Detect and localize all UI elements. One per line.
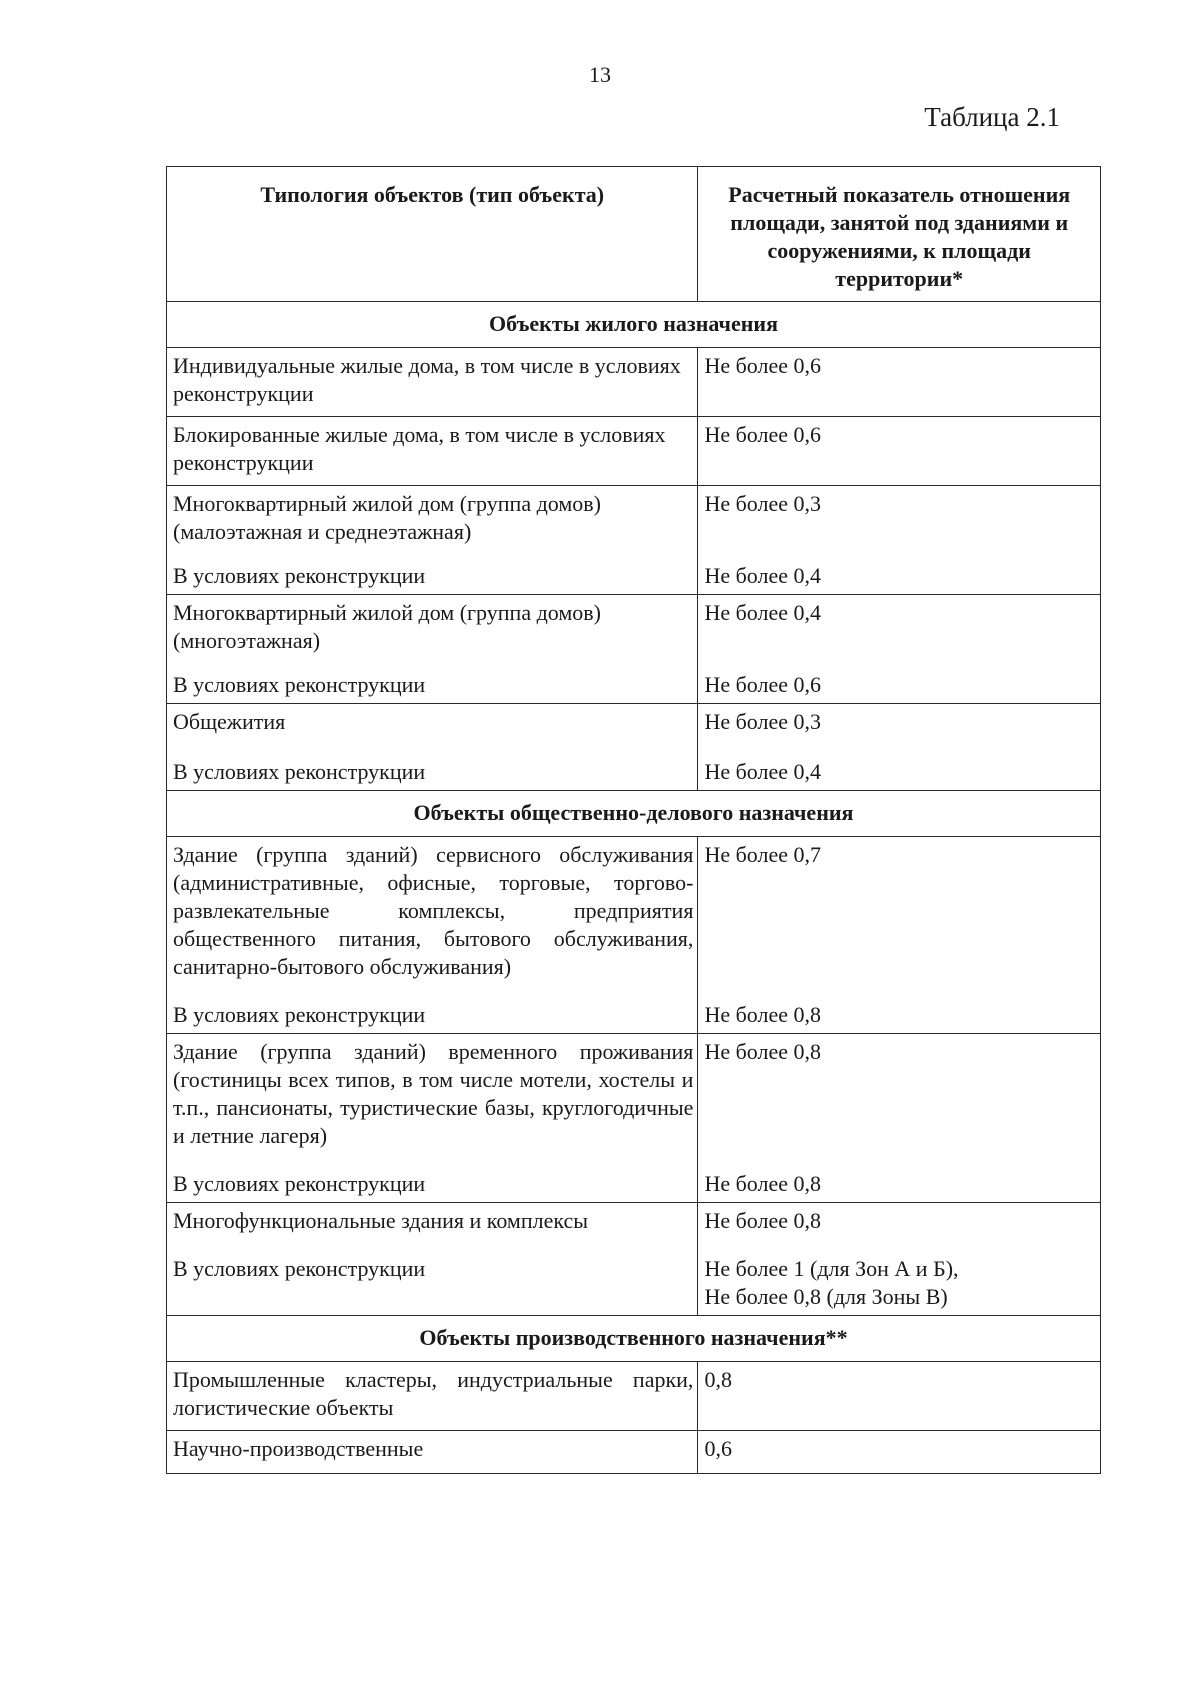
indicator-cell: 0,8: [698, 1362, 1101, 1431]
object-type-text: Здание (группа зданий) сервисного обслуживания (административные, офисные, торговые, торгово-развлекательные комплексы, предприятия общественного питания, бытового обслуживания, санитарно-бытового обслуживания): [173, 842, 694, 979]
table-row: [167, 1362, 1101, 1431]
indicator-value: Не более 0,8: [704, 1208, 822, 1233]
table-row: [167, 1034, 1101, 1203]
reconstruction-value: Не более 0,8: [704, 1171, 822, 1196]
table-caption: Таблица 2.1: [924, 102, 1060, 132]
table-row: [167, 1203, 1101, 1316]
table-row: [167, 595, 1101, 704]
indicator-cell: [698, 837, 1101, 1034]
reconstruction-value: Не более 0,4: [704, 563, 822, 588]
table-header-row: [167, 167, 1101, 302]
section-title-industrial: Объекты производственного назначения**: [167, 1316, 1101, 1362]
reconstruction-label: В условиях реконструкции: [173, 1256, 426, 1281]
reconstruction-label: В условиях реконструкции: [173, 1002, 426, 1027]
object-type-cell: [167, 1034, 698, 1203]
object-type-cell: [167, 837, 698, 1034]
table-row: [167, 704, 1101, 791]
indicator-value: Не более 0,3: [704, 709, 822, 734]
section-row: [167, 791, 1101, 837]
indicator-cell: [698, 595, 1101, 704]
reconstruction-value: Не более 0,8: [704, 1002, 822, 1027]
object-type-text: Здание (группа зданий) временного проживания (гостиницы всех типов, в том числе мотели, хостелы и т.п., пансионаты, туристические базы, круглогодичные и летние лагеря): [173, 1039, 694, 1148]
object-type-text: Многоквартирный жилой дом (группа домов) (многоэтажная): [173, 600, 601, 653]
reconstruction-label: В условиях реконструкции: [173, 1171, 426, 1196]
reconstruction-value: Не более 0,4: [704, 759, 822, 784]
indicator-cell: [698, 1203, 1101, 1316]
object-type-cell: [167, 1203, 698, 1316]
indicator-cell: [698, 486, 1101, 595]
header-indicator: Расчетный показатель отношения площади, занятой под зданиями и сооружениями, к площади территории*: [698, 167, 1101, 302]
object-type-text: Многофункциональные здания и комплексы: [173, 1208, 589, 1233]
object-type-cell: Индивидуальные жилые дома, в том числе в условиях реконструкции: [167, 348, 698, 417]
object-type-cell: Научно-производственные: [167, 1431, 698, 1474]
object-type-text: Общежития: [173, 709, 286, 734]
object-type-text: Многоквартирный жилой дом (группа домов) (малоэтажная и среднеэтажная): [173, 491, 601, 544]
table-row: [167, 486, 1101, 595]
table-row: [167, 417, 1101, 486]
indicator-cell: [698, 1034, 1101, 1203]
indicator-table: [166, 166, 1101, 1474]
section-title-residential: Объекты жилого назначения: [167, 302, 1101, 348]
reconstruction-value-2: Не более 0,8 (для Зоны В): [704, 1284, 948, 1309]
indicator-cell: 0,6: [698, 1431, 1101, 1474]
indicator-value: Не более 0,3: [704, 491, 822, 516]
table-row: [167, 837, 1101, 1034]
object-type-cell: [167, 595, 698, 704]
section-row: [167, 302, 1101, 348]
indicator-cell: Не более 0,6: [698, 417, 1101, 486]
header-typology: Типология объектов (тип объекта): [167, 167, 698, 302]
indicator-value: Не более 0,4: [704, 600, 822, 625]
table-row: [167, 1431, 1101, 1474]
section-row: [167, 1316, 1101, 1362]
reconstruction-label: В условиях реконструкции: [173, 672, 426, 697]
object-type-cell: Промышленные кластеры, индустриальные парки, логистические объекты: [167, 1362, 698, 1431]
indicator-value: Не более 0,8: [704, 1039, 822, 1064]
section-title-public-business: Объекты общественно-делового назначения: [167, 791, 1101, 837]
reconstruction-label: В условиях реконструкции: [173, 563, 426, 588]
table-row: [167, 348, 1101, 417]
object-type-cell: [167, 704, 698, 791]
indicator-cell: Не более 0,6: [698, 348, 1101, 417]
indicator-value: Не более 0,7: [704, 842, 822, 867]
reconstruction-value-1: Не более 1 (для Зон А и Б),: [704, 1256, 959, 1281]
reconstruction-value: Не более 0,6: [704, 672, 822, 697]
page-number: 13: [589, 62, 611, 87]
object-type-cell: Блокированные жилые дома, в том числе в условиях реконструкции: [167, 417, 698, 486]
object-type-cell: [167, 486, 698, 595]
indicator-cell: [698, 704, 1101, 791]
reconstruction-label: В условиях реконструкции: [173, 759, 426, 784]
